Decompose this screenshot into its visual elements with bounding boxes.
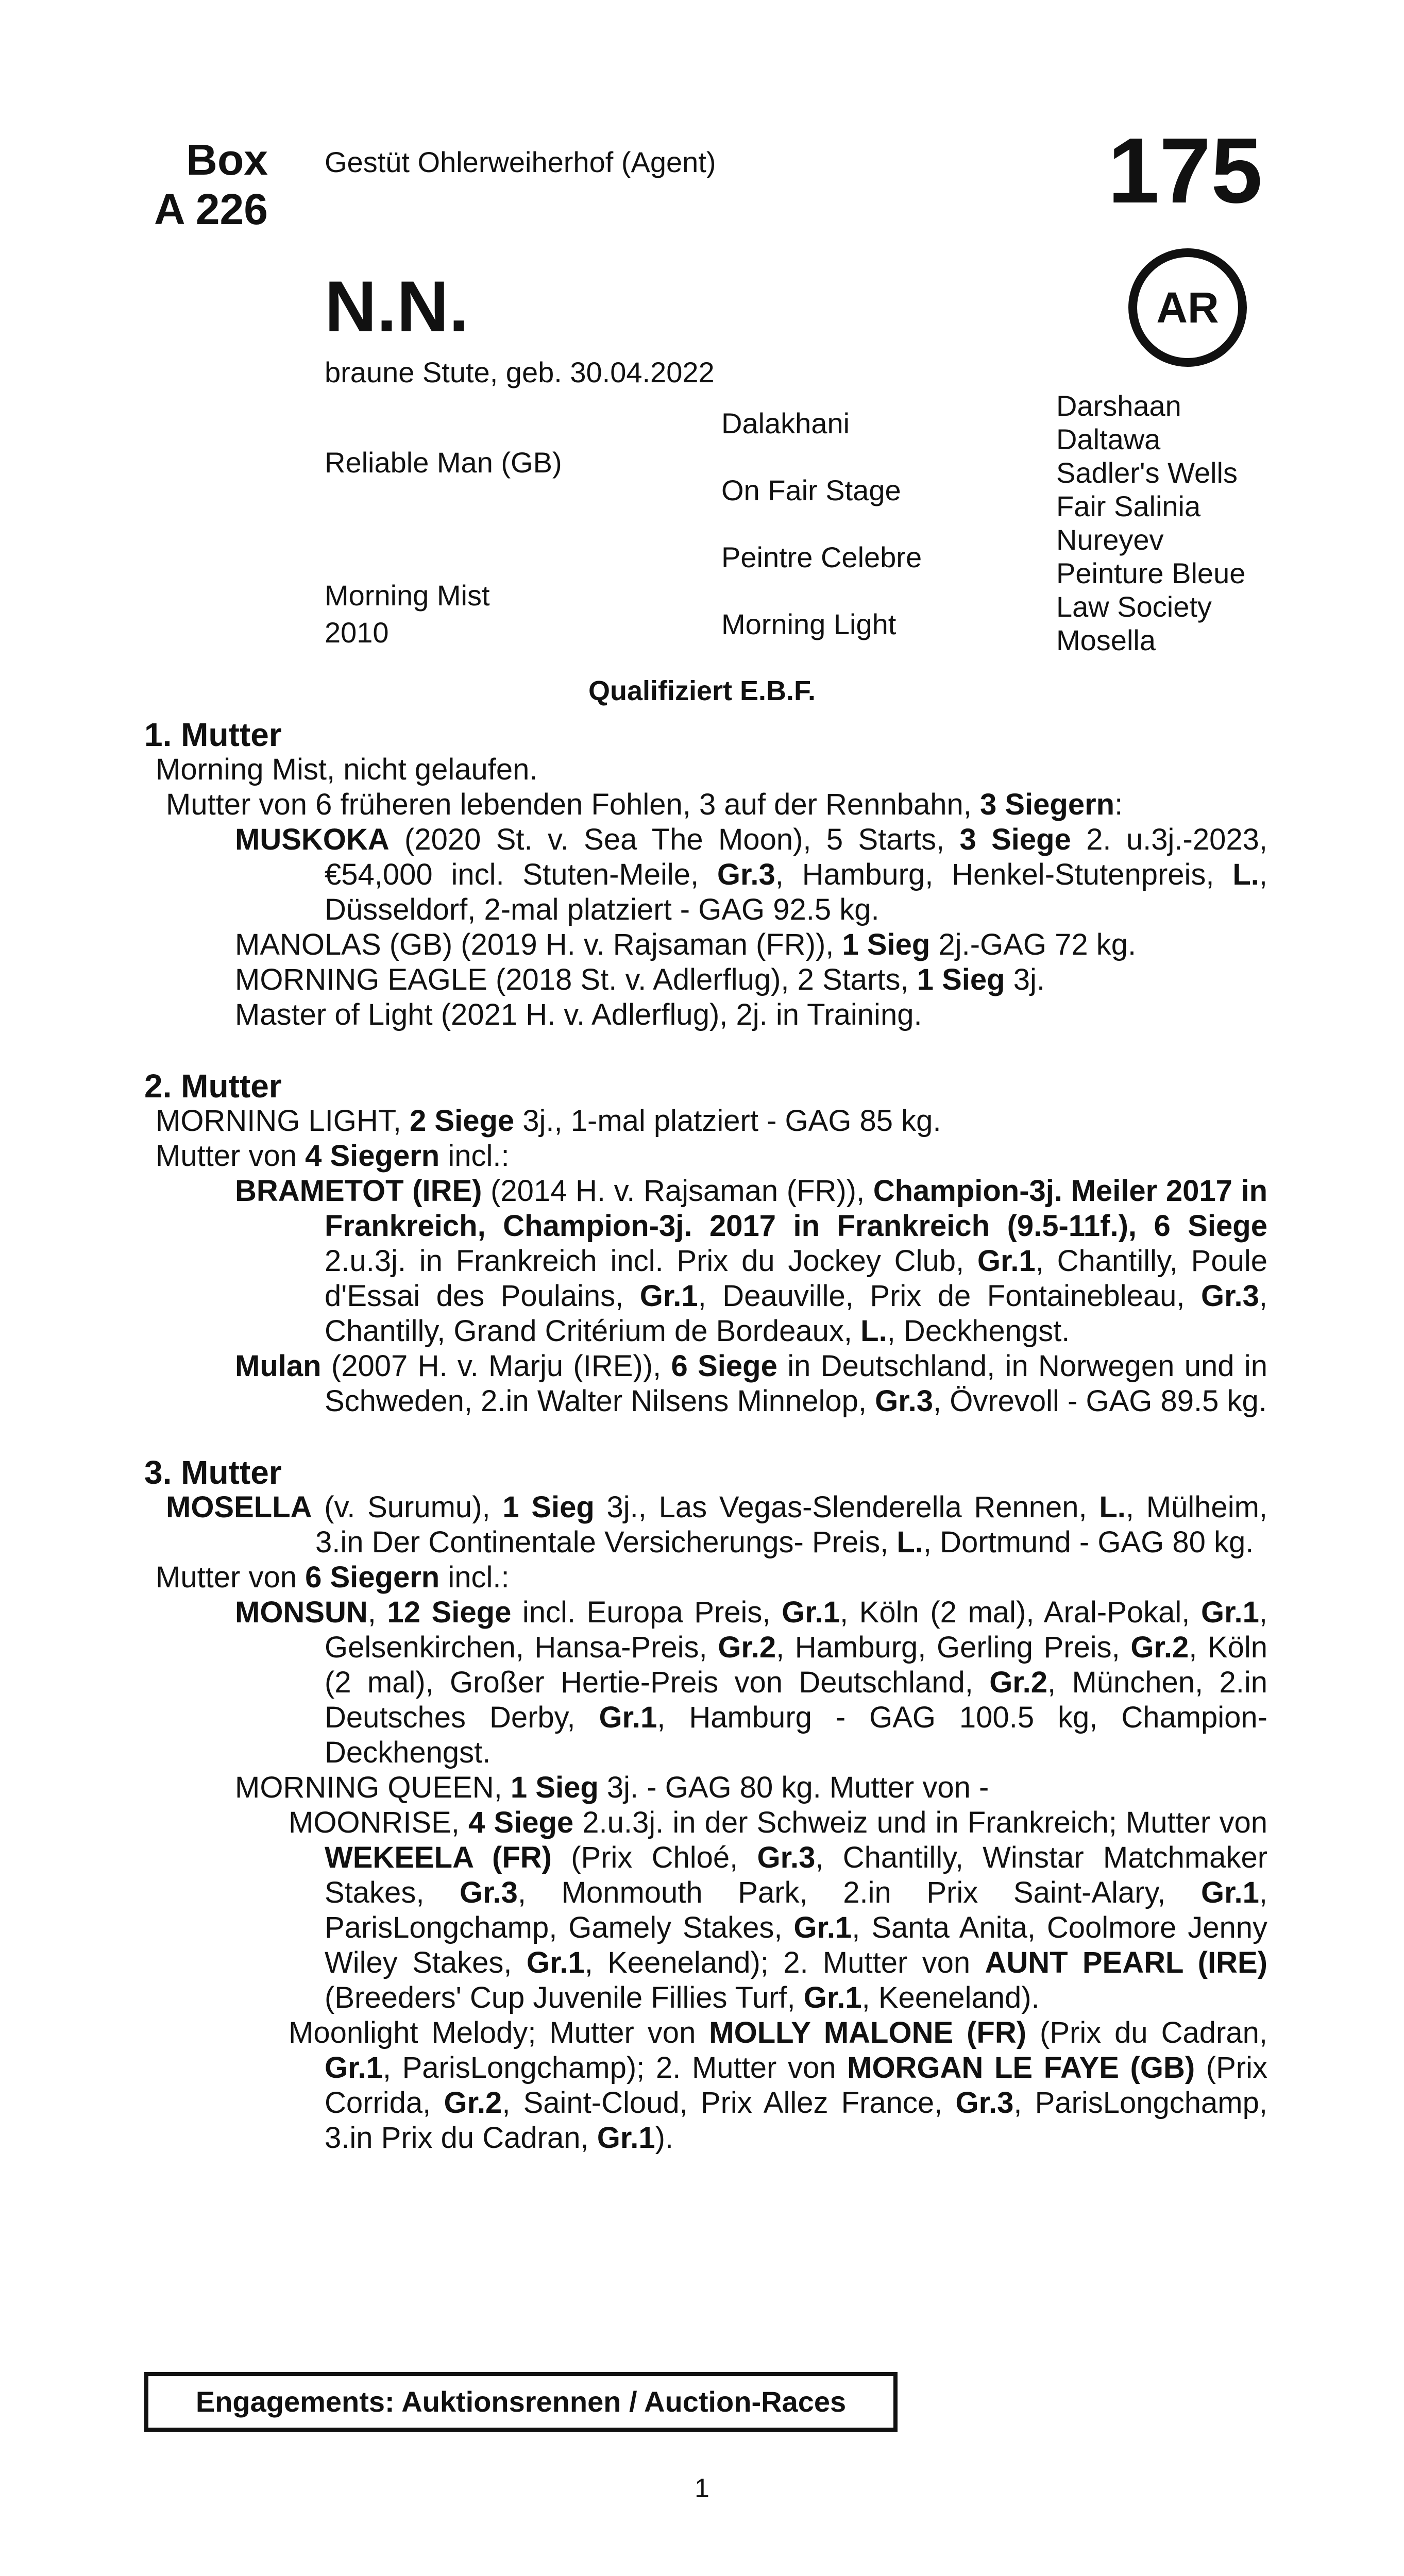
box-line-2: A 226 — [154, 185, 268, 233]
produce-entry: MORNING EAGLE (2018 St. v. Adlerflug), 2 Starts, 1 Sieg 3j. — [235, 963, 1045, 996]
box-line-1: Box — [186, 135, 268, 184]
produce-entry: BRAMETOT (IRE) (2014 H. v. Rajsaman (FR)), Champion-3j. Meiler 2017 in Frankreich, Champion-3j. 2017 in Frankreich (9.5-11f.), 6 Siege 2.u.3j. in Frankreich incl. Prix du Jockey Club, Gr.1, Chantilly, Poule d'Essai des Poulains, Gr.1, Deauville, Prix de Fontainebleau, Gr.3, Chantilly, Grand Critérium de Bordeaux, L., Deckhengst. — [235, 1174, 1268, 1348]
pedigree-sire: Reliable Man (GB) — [325, 446, 562, 479]
ar-badge: AR — [1128, 248, 1247, 367]
catalogue-body — [144, 717, 1267, 2156]
third-dam-record: MOSELLA (v. Surumu), 1 Sieg 3j., Las Vegas-Slenderella Rennen, L., Mülheim, 3.in Der Continentale Versicherungs- Preis, L., Dortmund - GAG 80 kg. — [166, 1490, 1268, 1559]
produce-entry: MUSKOKA (2020 St. v. Sea The Moon), 5 Starts, 3 Siege 2. u.3j.-2023, €54,000 incl. Stuten-Meile, Gr.3, Hamburg, Henkel-Stutenpreis, L., Düsseldorf, 2-mal platziert - GAG 92.5 kg. — [235, 823, 1267, 926]
pedigree-great-grandparent: Daltawa — [1056, 423, 1161, 455]
horse-description: braune Stute, geb. 30.04.2022 — [325, 356, 715, 388]
pedigree-great-grandparent: Darshaan — [1056, 389, 1181, 422]
pedigree-great-grandparent: Nureyev — [1056, 523, 1164, 556]
pedigree-dam: Morning Mist — [325, 579, 490, 612]
pedigree-dam-sire: Peintre Celebre — [721, 541, 922, 573]
section-title-1: 1. Mutter — [144, 716, 282, 753]
pedigree-dam-year: 2010 — [325, 616, 389, 649]
pedigree-great-grandparent: Law Society — [1056, 590, 1212, 623]
horse-name: N.N. — [325, 266, 469, 347]
pedigree-dam-dam: Morning Light — [721, 608, 896, 640]
third-dam-produce: Mutter von 6 Siegern incl.: — [156, 1561, 510, 1594]
pedigree-great-grandparent: Mosella — [1056, 624, 1156, 656]
engagements-box: Engagements: Auktionsrennen / Auction-Races — [144, 2372, 898, 2432]
pedigree-great-grandparent: Fair Salinia — [1056, 490, 1201, 522]
page-number: 1 — [695, 2473, 709, 2503]
pedigree-sire-sire: Dalakhani — [721, 407, 850, 439]
produce-entry: MONSUN, 12 Siege incl. Europa Preis, Gr.1, Köln (2 mal), Aral-Pokal, Gr.1, Gelsenkirchen, Hansa-Preis, Gr.2, Hamburg, Gerling Preis, Gr.2, Köln (2 mal), Großer Hertie-Preis von Deutschland, Gr.2, München, 2.in Deutsches Derby, Gr.1, Hamburg - GAG 100.5 kg, Champion-Deckhengst. — [235, 1596, 1267, 1769]
pedigree-sire-dam: On Fair Stage — [721, 474, 901, 506]
seller: Gestüt Ohlerweiherhof (Agent) — [325, 146, 716, 178]
second-dam-produce: Mutter von 4 Siegern incl.: — [156, 1139, 510, 1173]
lot-number: 175 — [1108, 119, 1263, 223]
dam-intro: Morning Mist, nicht gelaufen. — [156, 753, 538, 786]
produce-entry: Mulan (2007 H. v. Marju (IRE)), 6 Siege in Deutschland, in Norwegen und in Schweden, 2.in Walter Nilsens Minnelop, Gr.3, Övrevoll - GAG 89.5 kg. — [235, 1349, 1268, 1418]
sub-produce-entry: MOONRISE, 4 Siege 2.u.3j. in der Schweiz und in Frankreich; Mutter von WEKEELA (FR) (Prix Chloé, Gr.3, Chantilly, Winstar Matchmaker Stakes, Gr.3, Monmouth Park, 2.in Prix Saint-Alary, Gr.1, ParisLongchamp, Gamely Stakes, Gr.1, Santa Anita, Coolmore Jenny Wiley Stakes, Gr.1, Keeneland); 2. Mutter von AUNT PEARL (IRE) (Breeders' Cup Juvenile Fillies Turf, Gr.1, Keeneland). — [289, 1806, 1268, 2014]
box-label — [144, 135, 268, 234]
section-title-2: 2. Mutter — [144, 1067, 282, 1105]
produce-entry: MANOLAS (GB) (2019 H. v. Rajsaman (FR)), 1 Sieg 2j.-GAG 72 kg. — [235, 928, 1137, 961]
pedigree-great-grandparent: Sadler's Wells — [1056, 456, 1238, 489]
second-dam-record: MORNING LIGHT, 2 Siege 3j., 1-mal platziert - GAG 85 kg. — [156, 1104, 941, 1138]
pedigree-great-grandparent: Peinture Bleue — [1056, 557, 1246, 589]
dam-produce-summary: Mutter von 6 früheren lebenden Fohlen, 3 auf der Rennbahn, 3 Siegern: — [166, 788, 1123, 821]
sub-produce-entry: Moonlight Melody; Mutter von MOLLY MALONE (FR) (Prix du Cadran, Gr.1, ParisLongchamp); 2. Mutter von MORGAN LE FAYE (GB) (Prix Corrida, Gr.2, Saint-Cloud, Prix Allez France, Gr.3, ParisLongchamp, 3.in Prix du Cadran, Gr.1). — [289, 2016, 1267, 2155]
section-title-3: 3. Mutter — [144, 1454, 282, 1491]
qualification: Qualifiziert E.B.F. — [588, 675, 816, 706]
produce-entry: Master of Light (2021 H. v. Adlerflug), 2j. in Training. — [235, 998, 922, 1031]
produce-entry: MORNING QUEEN, 1 Sieg 3j. - GAG 80 kg. Mutter von - — [235, 1771, 989, 1804]
